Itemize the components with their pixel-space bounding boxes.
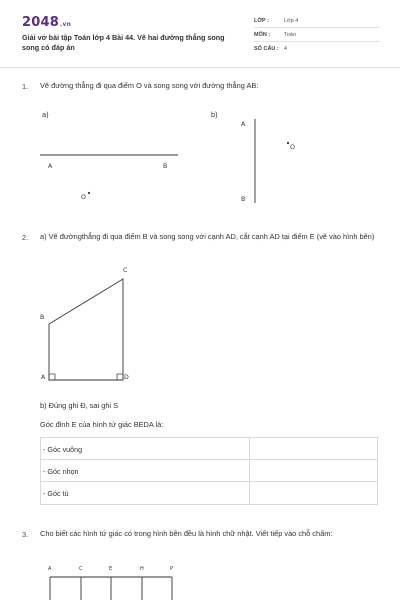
- meta-value: 4: [284, 46, 288, 52]
- option-text: - Góc tù: [43, 489, 69, 498]
- question-number: 1.: [22, 82, 29, 91]
- point-label-b: B: [241, 196, 246, 203]
- point-label-c: C: [123, 267, 128, 274]
- question-text: a) Vẽ đườngthẳng đi qua điểm B và song song với cạnh AD, cắt cạnh AD tại điểm E (vẽ vào hình bên): [40, 232, 375, 241]
- meta-key: SỐ CÂU :: [254, 46, 279, 52]
- logo-suffix: .vn: [59, 21, 72, 28]
- point-label: E: [109, 566, 113, 572]
- point-label-o: O: [290, 144, 295, 151]
- point-label: A: [48, 566, 52, 572]
- point-label-b: B: [40, 314, 45, 321]
- meta-key: MÔN :: [254, 32, 271, 38]
- point-label-a: A: [41, 374, 46, 381]
- question-number: 3.: [22, 530, 29, 539]
- document-title: Giải vở bài tập Toán lớp 4 Bài 44. Vẽ hai đường thẳng song song có đáp án: [22, 33, 225, 52]
- sub-question: Góc đỉnh E của hình tứ giác BEDA là:: [40, 420, 164, 429]
- question-text: Vẽ đường thẳng đi qua điểm O và song song với đường thẳng AB:: [40, 81, 259, 90]
- meta-value: Toán: [284, 32, 296, 38]
- point-label: H: [140, 566, 144, 572]
- point-label-a: A: [48, 163, 53, 170]
- logo-text: 2048: [22, 15, 59, 30]
- meta-key: LỚP :: [254, 18, 269, 24]
- part-label: a): [42, 110, 49, 119]
- meta-value: Lớp 4: [284, 18, 299, 24]
- part-label: b): [211, 110, 218, 119]
- option-text: - Góc nhọn: [43, 467, 79, 476]
- part-b-label: b) Đúng ghi Đ, sai ghi S: [40, 401, 119, 410]
- point-label: P: [170, 566, 174, 572]
- question-number: 2.: [22, 233, 29, 242]
- point-label-a: A: [241, 121, 246, 128]
- point-label-o: O: [81, 194, 86, 201]
- point-label-b: B: [163, 163, 168, 170]
- option-text: - Góc vuông: [43, 445, 83, 454]
- point-label: C: [79, 566, 83, 572]
- point-label-d: D: [124, 374, 129, 381]
- question-text: Cho biết các hình tứ giác có trong hình bên đều là hình chữ nhật. Viết tiếp vào chỗ chấm:: [40, 529, 333, 538]
